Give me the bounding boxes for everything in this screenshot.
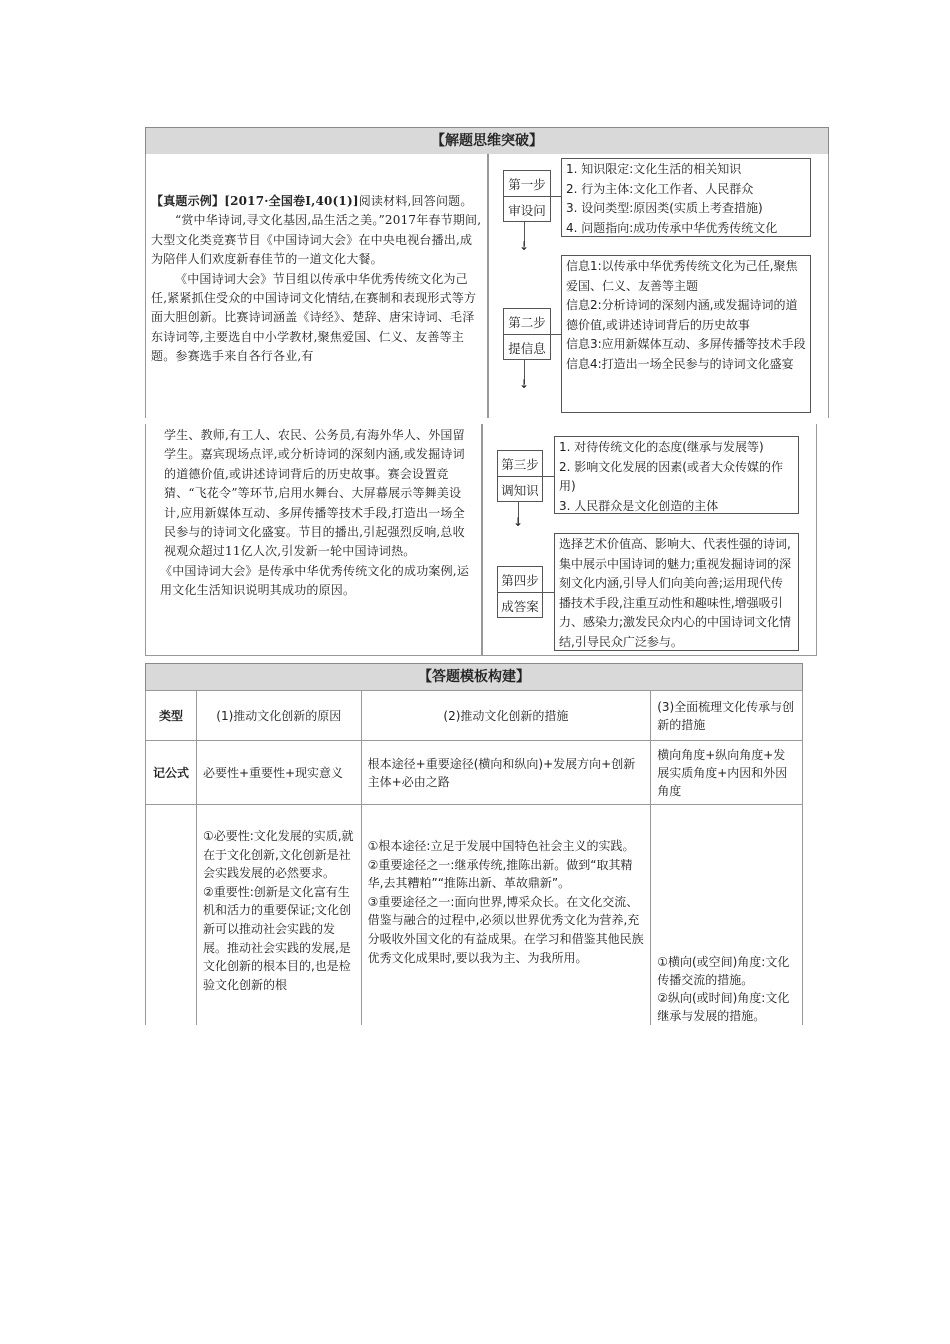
connector	[543, 592, 554, 593]
step-3-item: 2. 影响文化发展的因素(或者大众传媒的作用)	[559, 459, 783, 493]
step-1-item: 3. 设问类型:原因类(实质上考查措施)	[566, 201, 763, 215]
step-1-item: 1. 知识限定:文化生活的相关知识	[566, 162, 742, 176]
step-2-item: 信息1:以传承中华优秀传统文化为己任,聚焦爱国、仁义、友善等主题	[566, 259, 798, 293]
step-2-info	[561, 255, 811, 413]
column-measures: (2)推动文化创新的措施	[361, 691, 651, 741]
template-table	[145, 690, 803, 1025]
arrow-down-icon: ↓	[513, 515, 524, 529]
step-2-box	[503, 308, 551, 360]
paragraph-2-part2: 学生、教师,有工人、农民、公务员,有海外华人、外国留学生。嘉宾现场点评,或分析诗词的深刻内涵,或发掘诗词的道德价值,或讲述诗词背后的历史故事。赛会设置竞猜、“飞花令”等环节,启用水舞台、大屏幕展示等舞美设计,应用新媒体互动、多屏传播等技术手段,打造出一场全民参与的诗词文化盛宴。节目的播出,引起强烈反响,总收视观众超过11亿人次,引发新一轮中国诗词热。	[164, 428, 465, 559]
example-text-lower	[160, 426, 476, 601]
step-1-item: 4. 问题指向:成功传承中华优秀传统文化	[566, 220, 778, 235]
example-text-upper	[151, 192, 483, 364]
column-reasons: (1)推动文化创新的原因	[196, 691, 361, 741]
step-4-name: 第四步	[498, 567, 542, 593]
body-overall-item: ①横向(或空间)角度:文化传播交流的措施。	[657, 954, 790, 987]
arrow-down-icon: ↓	[519, 239, 530, 253]
step-1-info	[561, 158, 811, 237]
step-2-action: 提信息	[508, 340, 546, 356]
question: 《中国诗词大会》是传承中华优秀传统文化的成功案例,运用文化生活知识说明其成功的原因。	[160, 563, 470, 598]
formula-label: 记公式	[146, 741, 197, 805]
example-label: 【真题示例】	[151, 194, 225, 208]
step-2-item: 信息2:分析诗词的深刻内涵,或发掘诗词的道德价值,或讲述诗词背后的历史故事	[566, 298, 798, 332]
paragraph-2-part1: 《中国诗词大会》节目组以传承中华优秀传统文化为己任,紧紧抓住受众的中国诗词文化情结,在赛制和表现形式等方面大胆创新。比赛诗词涵盖《诗经》、楚辞、唐宋诗词、毛泽东诗词等,主要选自中小学教材,聚焦爱国、仁义、友善等主题。参赛选手来自各行各业,有	[151, 271, 477, 364]
step-1-action: 审设问	[508, 202, 546, 218]
arrow-down-icon: ↓	[519, 377, 530, 391]
example-intro: 阅读材料,回答问题。	[358, 194, 473, 208]
section-header-template: 【答题模板构建】	[145, 663, 803, 691]
step-3-action: 调知识	[501, 482, 539, 498]
step-2-name: 第二步	[504, 309, 550, 335]
step-1-box	[503, 170, 551, 222]
connector	[543, 476, 554, 477]
step-1-name: 第一步	[504, 171, 550, 197]
step-4-box	[497, 566, 543, 618]
formula-overall: 横向角度+纵向角度+发展实质角度+内因和外因角度	[651, 741, 803, 805]
step-3-name: 第三步	[498, 451, 542, 477]
step-4-action: 成答案	[501, 598, 539, 614]
connector	[551, 196, 561, 197]
step-3-item: 1. 对待传统文化的态度(继承与发展等)	[559, 440, 764, 454]
connector	[551, 334, 561, 335]
body-label-empty	[146, 805, 197, 1025]
body-measures-item: ③重要途径之一:面向世界,博采众长。在文化交流、借鉴与融合的过程中,必须以世界优秀文化为营养,充分吸收外国文化的有益成果。在学习和借鉴其他民族优秀文化成果时,要以我为主、为我所用。	[367, 894, 644, 965]
body-measures	[361, 805, 651, 1025]
example-source: [2017·全国卷Ⅰ,40(1)]	[224, 194, 359, 208]
body-reasons-item: ②重要性:创新是文化富有生机和活力的重要保证;文化创新可以推动社会实践的发展。推动社会实践的发展,是文化创新的根本目的,也是检验文化创新的根	[202, 884, 351, 992]
formula-reasons: 必要性+重要性+现实意义	[196, 741, 361, 805]
step-3-box	[497, 450, 543, 502]
step-1-item: 2. 行为主体:文化工作者、人民群众	[566, 181, 754, 196]
step-4-answer: 选择艺术价值高、影响大、代表性强的诗词,集中展示中国诗词的魅力;重视发掘诗词的深刻文化内涵,引导人们向美向善;运用现代传播技术手段,注重互动性和趣味性,增强吸引力、感染力;激发民众内心的中国诗词文化情结,引导民众广泛参与。	[559, 537, 792, 649]
body-overall-item: ②纵向(或时间)角度:文化继承与发展的措施。	[657, 990, 790, 1023]
paragraph-1: “赏中华诗词,寻文化基因,品生活之美。”2017年春节期间,大型文化类竞赛节目《中国诗词大会》在中央电视台播出,成为陪伴人们欢度新春佳节的一道文化大餐。	[151, 213, 482, 267]
step-4-info	[554, 533, 799, 651]
body-reasons-item: ①必要性:文化发展的实质,就在于文化创新,文化创新是社会实践发展的必然要求。	[202, 829, 354, 881]
column-overall: (3)全面梳理文化传承与创新的措施	[651, 691, 803, 741]
step-2-item: 信息3:应用新媒体互动、多屏传播等技术手段	[566, 337, 806, 351]
formula-measures: 根本途径+重要途径(横向和纵向)+发展方向+创新主体+必由之路	[361, 741, 651, 805]
type-label: 类型	[146, 691, 197, 741]
step-3-info	[554, 436, 799, 514]
body-measures-item: ②重要途径之一:继承传统,推陈出新。做到“取其精华,去其糟粕”“推陈出新、革故鼎新”。	[367, 857, 633, 891]
step-3-item: 3. 人民群众是文化创造的主体	[559, 498, 719, 513]
body-overall	[651, 805, 803, 1025]
body-measures-item: ①根本途径:立足于发展中国特色社会主义的实践。	[367, 839, 635, 853]
section-header-thinking: 【解题思维突破】	[145, 127, 829, 155]
body-reasons	[196, 805, 361, 1025]
step-2-item: 信息4:打造出一场全民参与的诗词文化盛宴	[566, 356, 794, 371]
